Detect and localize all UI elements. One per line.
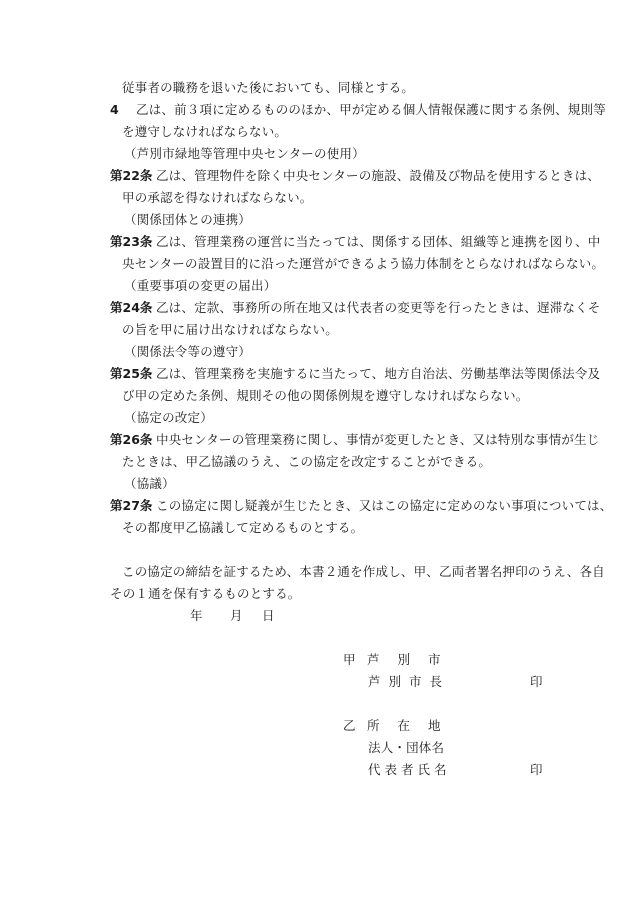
- date-day: 日: [262, 608, 275, 623]
- date-year: 年: [190, 608, 203, 623]
- art24-heading: （重要事項の変更の届出）: [124, 278, 277, 293]
- closing-line1: この協定の締結を証するため、本書２通を作成し、甲、乙両者署名押印のうえ、各自: [122, 564, 605, 579]
- art24-number: 第24条: [110, 300, 153, 315]
- art25-number: 第25条: [110, 366, 153, 381]
- date-month: 月: [230, 608, 243, 623]
- art27-line2: その都度甲乙協議して定めるものとする。: [122, 520, 364, 535]
- art25-line1: 乙は、管理業務を実施するに当たって、地方自治法、労働基準法等関係法令及: [156, 366, 601, 381]
- art27-line1: この協定に関し疑義が生じたとき、又はこの協定に定めのない事項については、: [156, 498, 613, 513]
- art27-heading: （協議）: [124, 476, 175, 491]
- art24-line2: の旨を甲に届け出なければならない。: [122, 322, 338, 337]
- party-a-title: 芦別市長: [368, 674, 451, 689]
- art22-number: 第22条: [110, 168, 153, 183]
- party-b-seal: 印: [530, 762, 543, 777]
- art26-heading: （協定の改定）: [124, 410, 213, 425]
- art26-number: 第26条: [110, 432, 153, 447]
- art22-heading: （芦別市緑地等管理中央センターの使用）: [124, 146, 365, 161]
- party-a-name: 芦別市: [367, 652, 459, 667]
- art25-heading: （関係法令等の遵守）: [124, 344, 252, 359]
- party-a-label: 甲: [343, 652, 356, 667]
- continuation-text: 従事者の職務を退いた後においても、同様とする。: [122, 80, 415, 95]
- party-b-label: 乙: [343, 718, 356, 733]
- art24-line1: 乙は、定款、事務所の所在地又は代表者の変更等を行ったときは、遅滞なくそ: [156, 300, 601, 315]
- art23-heading: （関係団体との連携）: [124, 212, 252, 227]
- art26-line1: 中央センターの管理業務に関し、事情が変更したとき、又は特別な事情が生じ: [156, 432, 600, 447]
- art23-line1: 乙は、管理業務の運営に当たっては、関係する団体、組織等と連携を図り、中: [156, 234, 601, 249]
- art27-number: 第27条: [110, 498, 153, 513]
- art26-line2: たときは、甲乙協議のうえ、この協定を改定することができる。: [122, 454, 492, 469]
- art23-line2: 央センターの設置目的に沿った運営ができるよう協力体制をとらなければならない。: [122, 256, 605, 271]
- party-b-address-label: 所在地: [367, 718, 459, 733]
- closing-line2: その１通を保有するものとする。: [110, 586, 301, 601]
- para4-line2: を遵守しなければならない。: [122, 124, 288, 139]
- party-b-org-label: 法人・団体名: [368, 740, 445, 755]
- para4-number: 4: [110, 102, 119, 117]
- party-a-seal: 印: [530, 674, 543, 689]
- para4-line1: 乙は、前３項に定めるもののほか、甲が定める個人情報保護に関する条例、規則等: [136, 102, 606, 117]
- art23-number: 第23条: [110, 234, 153, 249]
- art25-line2: び甲の定めた条例、規則その他の関係例規を遵守しなければならない。: [122, 388, 529, 403]
- party-b-rep-label: 代表者氏名: [368, 762, 451, 777]
- art22-line1: 乙は、管理物件を除く中央センターの施設、設備及び物品を使用するときは、: [156, 168, 601, 183]
- art22-line2: 甲の承認を得なければならない。: [122, 190, 313, 205]
